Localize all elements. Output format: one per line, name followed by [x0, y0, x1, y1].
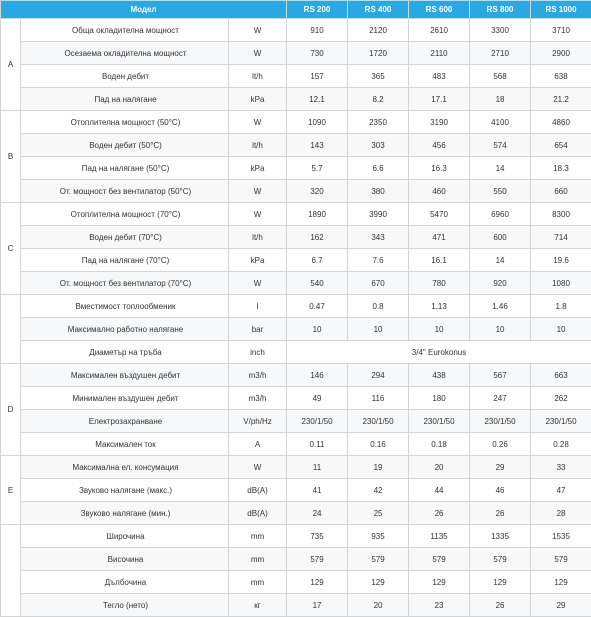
value-cell: 1080 — [531, 272, 591, 295]
value-cell: 230/1/50 — [409, 410, 470, 433]
parameter-name: Воден дебит — [21, 65, 229, 88]
parameter-name: Пад на налягане (70°C) — [21, 249, 229, 272]
parameter-name: Пад на налягане — [21, 88, 229, 111]
value-cell: 2350 — [348, 111, 409, 134]
unit-cell: l — [229, 295, 287, 318]
value-cell: 180 — [409, 387, 470, 410]
value-cell: 0.8 — [348, 295, 409, 318]
value-cell: 3710 — [531, 19, 591, 42]
unit-cell: lt/h — [229, 134, 287, 157]
value-cell: 33 — [531, 456, 591, 479]
value-cell: 660 — [531, 180, 591, 203]
value-cell: 730 — [287, 42, 348, 65]
value-cell: 24 — [287, 502, 348, 525]
value-cell: 162 — [287, 226, 348, 249]
table-row — [1, 318, 591, 341]
value-cell: 2110 — [409, 42, 470, 65]
value-cell: 129 — [470, 571, 531, 594]
value-cell: 26 — [470, 594, 531, 617]
parameter-name: От. мощност без вентилатор (50°C) — [21, 180, 229, 203]
value-cell: 44 — [409, 479, 470, 502]
unit-cell: mm — [229, 548, 287, 571]
value-cell: 663 — [531, 364, 591, 387]
model-header-rs1000: RS 1000 — [531, 1, 591, 19]
value-cell: 1090 — [287, 111, 348, 134]
value-cell: 129 — [287, 571, 348, 594]
table-row — [1, 180, 591, 203]
table-row — [1, 19, 591, 42]
parameter-name: Обща окладителна мощност — [21, 19, 229, 42]
value-cell: 129 — [409, 571, 470, 594]
group-label: E — [1, 456, 21, 525]
value-cell: 8.2 — [348, 88, 409, 111]
table-row — [1, 548, 591, 571]
value-cell: 16.1 — [409, 249, 470, 272]
value-cell: 3190 — [409, 111, 470, 134]
unit-cell: kPa — [229, 88, 287, 111]
table-row — [1, 203, 591, 226]
value-cell: 20 — [348, 594, 409, 617]
value-cell: 2900 — [531, 42, 591, 65]
value-cell: 143 — [287, 134, 348, 157]
value-cell: 920 — [470, 272, 531, 295]
value-cell: 3300 — [470, 19, 531, 42]
parameter-name: Максимален ток — [21, 433, 229, 456]
value-cell: 230/1/50 — [348, 410, 409, 433]
table-row — [1, 525, 591, 548]
value-cell: 29 — [531, 594, 591, 617]
model-header-rs600: RS 600 — [409, 1, 470, 19]
group-label — [1, 295, 21, 364]
group-label: C — [1, 203, 21, 295]
value-cell: 129 — [531, 571, 591, 594]
value-cell: 4100 — [470, 111, 531, 134]
parameter-name: Вместимост топлообменик — [21, 295, 229, 318]
value-cell: 14 — [470, 249, 531, 272]
unit-cell: W — [229, 42, 287, 65]
value-cell: 17.1 — [409, 88, 470, 111]
value-cell: 654 — [531, 134, 591, 157]
value-cell: 1.8 — [531, 295, 591, 318]
group-label: D — [1, 364, 21, 456]
value-cell: 46 — [470, 479, 531, 502]
group-label — [1, 525, 21, 617]
value-cell: 568 — [470, 65, 531, 88]
unit-cell: A — [229, 433, 287, 456]
value-cell: 2610 — [409, 19, 470, 42]
table-row — [1, 571, 591, 594]
value-cell: 0.28 — [531, 433, 591, 456]
unit-cell: m3/h — [229, 364, 287, 387]
unit-cell: bar — [229, 318, 287, 341]
parameter-name: Звуково налягане (мин.) — [21, 502, 229, 525]
value-cell: 2710 — [470, 42, 531, 65]
value-cell: 25 — [348, 502, 409, 525]
parameter-name: Воден дебит (70°C) — [21, 226, 229, 249]
value-cell: 303 — [348, 134, 409, 157]
table-row — [1, 364, 591, 387]
unit-cell: W — [229, 203, 287, 226]
value-cell: 3990 — [348, 203, 409, 226]
table-row — [1, 479, 591, 502]
value-cell: 116 — [348, 387, 409, 410]
unit-cell: W — [229, 111, 287, 134]
value-cell: 47 — [531, 479, 591, 502]
value-cell: 574 — [470, 134, 531, 157]
unit-cell: W — [229, 180, 287, 203]
parameter-name: Височина — [21, 548, 229, 571]
table-row — [1, 249, 591, 272]
value-cell: 438 — [409, 364, 470, 387]
value-cell: 910 — [287, 19, 348, 42]
value-cell: 1720 — [348, 42, 409, 65]
value-cell: 26 — [409, 502, 470, 525]
value-cell: 471 — [409, 226, 470, 249]
value-cell: 670 — [348, 272, 409, 295]
value-cell: 10 — [470, 318, 531, 341]
table-row — [1, 226, 591, 249]
value-cell: 19.6 — [531, 249, 591, 272]
table-row — [1, 88, 591, 111]
value-cell: 262 — [531, 387, 591, 410]
header-row — [1, 1, 591, 19]
parameter-name: Воден дебит (50°C) — [21, 134, 229, 157]
unit-cell: mm — [229, 525, 287, 548]
model-header-rs400: RS 400 — [348, 1, 409, 19]
unit-cell: W — [229, 456, 287, 479]
value-cell: 460 — [409, 180, 470, 203]
parameter-name: Електрозахранване — [21, 410, 229, 433]
group-label: A — [1, 19, 21, 111]
value-cell: 1135 — [409, 525, 470, 548]
value-cell: 230/1/50 — [531, 410, 591, 433]
value-cell: 10 — [531, 318, 591, 341]
parameter-name: Максимално работно налягане — [21, 318, 229, 341]
value-cell: 343 — [348, 226, 409, 249]
value-cell: 20 — [409, 456, 470, 479]
value-cell: 483 — [409, 65, 470, 88]
value-cell: 16.3 — [409, 157, 470, 180]
value-cell: 0.16 — [348, 433, 409, 456]
parameter-name: Дълбочина — [21, 571, 229, 594]
value-cell: 1535 — [531, 525, 591, 548]
table-row — [1, 295, 591, 318]
value-cell: 2120 — [348, 19, 409, 42]
parameter-name: Минимален въздушен дебит — [21, 387, 229, 410]
value-cell: 14 — [470, 157, 531, 180]
parameter-name: Широчина — [21, 525, 229, 548]
table-row — [1, 387, 591, 410]
unit-cell: кг — [229, 594, 287, 617]
value-cell: 230/1/50 — [287, 410, 348, 433]
value-cell: 23 — [409, 594, 470, 617]
value-cell: 380 — [348, 180, 409, 203]
value-cell: 230/1/50 — [470, 410, 531, 433]
value-cell: 12.1 — [287, 88, 348, 111]
parameter-name: Звуково налягане (макс.) — [21, 479, 229, 502]
value-cell: 550 — [470, 180, 531, 203]
value-cell: 41 — [287, 479, 348, 502]
value-cell: 0.18 — [409, 433, 470, 456]
value-cell: 10 — [409, 318, 470, 341]
model-header-rs800: RS 800 — [470, 1, 531, 19]
value-cell: 365 — [348, 65, 409, 88]
value-cell: 6.6 — [348, 157, 409, 180]
table-row — [1, 111, 591, 134]
table-row — [1, 272, 591, 295]
value-cell: 18 — [470, 88, 531, 111]
value-cell: 935 — [348, 525, 409, 548]
value-cell: 6960 — [470, 203, 531, 226]
table-row — [1, 502, 591, 525]
value-cell: 29 — [470, 456, 531, 479]
value-cell: 8300 — [531, 203, 591, 226]
unit-cell: mm — [229, 571, 287, 594]
value-cell: 157 — [287, 65, 348, 88]
unit-cell: W — [229, 272, 287, 295]
value-cell: 146 — [287, 364, 348, 387]
value-cell: 28 — [531, 502, 591, 525]
merged-value-cell: 3/4" Eurokonus — [287, 341, 591, 364]
value-cell: 42 — [348, 479, 409, 502]
value-cell: 0.26 — [470, 433, 531, 456]
value-cell: 21.2 — [531, 88, 591, 111]
value-cell: 714 — [531, 226, 591, 249]
table-row — [1, 42, 591, 65]
value-cell: 294 — [348, 364, 409, 387]
value-cell: 10 — [348, 318, 409, 341]
table-row — [1, 433, 591, 456]
value-cell: 600 — [470, 226, 531, 249]
value-cell: 6.7 — [287, 249, 348, 272]
spec-body — [1, 19, 591, 617]
value-cell: 17 — [287, 594, 348, 617]
value-cell: 19 — [348, 456, 409, 479]
table-row — [1, 65, 591, 88]
unit-cell: m3/h — [229, 387, 287, 410]
table-row — [1, 594, 591, 617]
value-cell: 11 — [287, 456, 348, 479]
value-cell: 49 — [287, 387, 348, 410]
value-cell: 579 — [287, 548, 348, 571]
value-cell: 10 — [287, 318, 348, 341]
unit-cell: dB(A) — [229, 502, 287, 525]
unit-cell: lt/h — [229, 65, 287, 88]
value-cell: 1335 — [470, 525, 531, 548]
value-cell: 0.47 — [287, 295, 348, 318]
value-cell: 0.11 — [287, 433, 348, 456]
unit-cell: kPa — [229, 249, 287, 272]
value-cell: 579 — [348, 548, 409, 571]
value-cell: 735 — [287, 525, 348, 548]
value-cell: 638 — [531, 65, 591, 88]
parameter-name: От. мощност без вентилатор (70°C) — [21, 272, 229, 295]
unit-cell: W — [229, 19, 287, 42]
value-cell: 579 — [531, 548, 591, 571]
value-cell: 18.3 — [531, 157, 591, 180]
value-cell: 456 — [409, 134, 470, 157]
parameter-name: Пад на налягане (50°C) — [21, 157, 229, 180]
parameter-name: Диаметър на тръба — [21, 341, 229, 364]
table-row — [1, 341, 591, 364]
value-cell: 1.13 — [409, 295, 470, 318]
parameter-name: Максимален въздушен дебит — [21, 364, 229, 387]
value-cell: 129 — [348, 571, 409, 594]
parameter-name: Максимална ел. консумация — [21, 456, 229, 479]
parameter-name: Отоплителна мощност (50°C) — [21, 111, 229, 134]
unit-cell: V/ph/Hz — [229, 410, 287, 433]
unit-cell: dB(A) — [229, 479, 287, 502]
value-cell: 1890 — [287, 203, 348, 226]
model-header-rs200: RS 200 — [287, 1, 348, 19]
value-cell: 540 — [287, 272, 348, 295]
value-cell: 5.7 — [287, 157, 348, 180]
unit-cell: inch — [229, 341, 287, 364]
unit-cell: lt/h — [229, 226, 287, 249]
parameter-name: Тегло (нето) — [21, 594, 229, 617]
table-row — [1, 410, 591, 433]
model-header: Модел — [1, 1, 287, 19]
group-label: B — [1, 111, 21, 203]
value-cell: 579 — [409, 548, 470, 571]
value-cell: 1.46 — [470, 295, 531, 318]
parameter-name: Осезаема окладителна мощност — [21, 42, 229, 65]
unit-cell: kPa — [229, 157, 287, 180]
table-row — [1, 134, 591, 157]
value-cell: 579 — [470, 548, 531, 571]
value-cell: 320 — [287, 180, 348, 203]
value-cell: 4860 — [531, 111, 591, 134]
table-row — [1, 456, 591, 479]
value-cell: 5470 — [409, 203, 470, 226]
value-cell: 567 — [470, 364, 531, 387]
value-cell: 247 — [470, 387, 531, 410]
table-row — [1, 157, 591, 180]
value-cell: 7.6 — [348, 249, 409, 272]
value-cell: 780 — [409, 272, 470, 295]
parameter-name: Отоплителна мощност (70°C) — [21, 203, 229, 226]
value-cell: 26 — [470, 502, 531, 525]
